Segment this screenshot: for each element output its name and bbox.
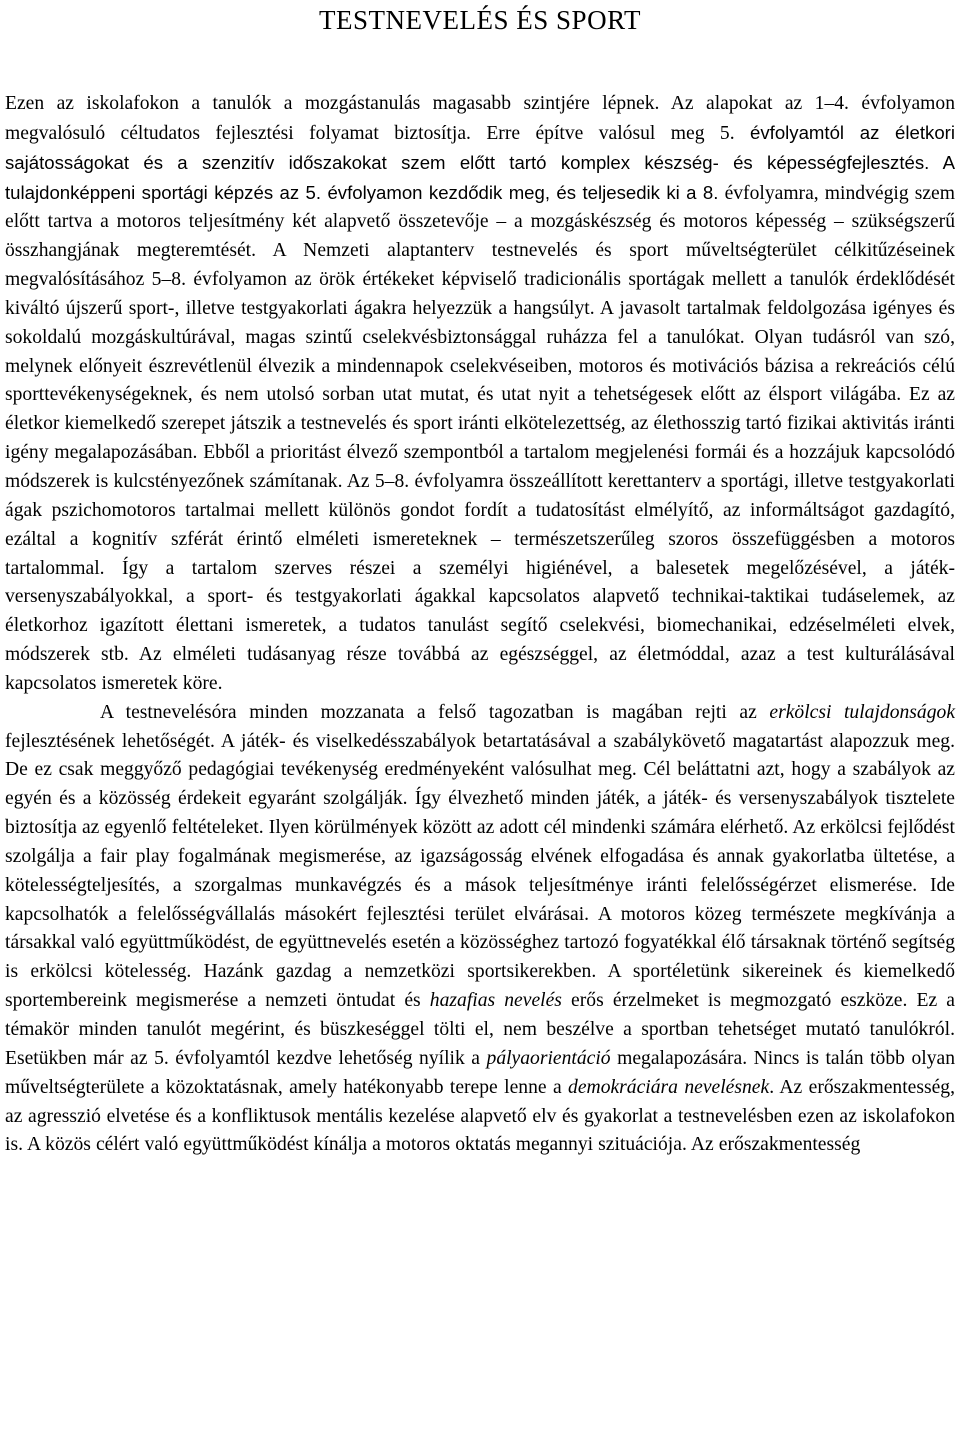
paragraph-moral-part-4: megalapozására. Nincs is talán több olyan műveltségterülete a közoktatásnak, amely hatékonyabb terepe lenne a bbox=[5, 1047, 955, 1098]
paragraph-moral-part-1: A testnevelésóra minden mozzanata a felső tagozatban is magában rejti az bbox=[100, 701, 770, 723]
emphasis-palyaorientacio: pályaorientáció bbox=[486, 1047, 611, 1069]
paragraph-moral-part-3: erős érzelmeket is megmozgató eszköze. Ez a témakör minden tanulót megérint, és büszkeséggel tölti el, nem beszélve a sportban tehetséget mutató tanulókról. Esetükben már az 5. évfolyamtól kezdve lehetőség nyílik a bbox=[5, 990, 955, 1069]
title-spacer bbox=[5, 42, 955, 90]
paragraph-intro bbox=[5, 90, 955, 699]
paragraph-moral-development bbox=[5, 699, 955, 1161]
paragraph-moral-part-2: fejlesztésének lehetőségét. A játék- és viselkedésszabályok betartatásával a szabálykövető magatartást alapozzuk meg. De ez csak meggyőző pedagógiai tevékenység eredményeként valósulhat meg. Cél beláttatni azt, hogy a szabályok az egyén és a közösség érdekeit egyaránt szolgálják. Így élvezhető minden játék, a játék- és versenyszabályok tisztelete biztosítja az egyenlő feltételeket. Ilyen körülmények között az adott cél mindenki számára elérhető. Az erkölcsi fejlődést szolgálja a fair play fogalmának megismerése, az igazságosság elvének elfogadása és annak gyakorlatba ültetése, a kötelességteljesítés, a szorgalmas munkavégzés és a mások teljesítménye iránti felelősségérzet elismerése. Ide kapcsolhatók a felelősségvállalás másokért fejlesztési terület elvárásai. A motoros közeg természete megkívánja a társakkal való együttműködést, de együttnevelés esetén a közösséghez tartozó fogyatékkal élő társaknak történő segítség is erkölcsi kötelesség. Hazánk gazdag a nemzetközi sportsikerekben. A sportéletünk sikereinek és kiemelkedő sportembereink megismerése a nemzeti öntudat és bbox=[5, 730, 955, 1012]
paragraph-intro-part-1: Ezen az iskolafokon a tanulók a mozgástanulás magasabb szintjére lépnek. Az alapokat az 1–4. évfolyamon megvalósuló céltudatos fejlesztési folyamat biztosítja. Erre építve valósul meg 5. bbox=[5, 93, 955, 144]
paragraph-intro-part-3: évfolyamra, mindvégig szem előtt tartva a motoros teljesítmény két alapvető összetevője – a mozgáskészség és motoros képesség – szükségszerű összhangjának megteremtését. A Nemzeti alaptanterv testnevelés és sport műveltségterület célkitűzéseinek megvalósításához 5–8. évfolyamon az örök értékeket képviselő tradicionális sportágak mellett a tanulók érdeklődését kiváltó újszerű sport-, illetve testgyakorlati ágakra helyezzük a hangsúlyt. A javasolt tartalmak feldolgozása igényes és sokoldalú mozgáskultúrával, magas szintű cselekvésbiztonsággal ruházza fel a tanulókat. Olyan tudásról van szó, melynek előnyeit észrevétlenül élvezik a mindennapok cselekvéseiben, motoros és motivációs bázisa a rekreációs célú sporttevékenységeknek, és nem utolsó sorban utat mutat, és utat nyit a tehetségesek előtt az élsport világába. Ez az életkor kiemelkedő szerepet játszik a testnevelés és sport iránti elkötelezettség, az élethosszig tartó fizikai aktivitás iránti igény megalapozásában. Ebből a prioritást élvező szempontból a tartalom megjelenési formái és a hozzájuk kapcsolódó módszerek is kulcstényezőnek számítanak. Az 5–8. évfolyamra összeállított kerettanterv a sportági, illetve testgyakorlati ágak pszichomotoros tartalmai mellett különös gondot fordít a tudatosítást elmélyítő, az informáltságot gazdagító, ezáltal a kognitív szférát érintő elméleti ismereteknek – természetszerűleg szoros összefüggésben a motoros tartalommal. Így a tartalom szerves részei a személyi higiénével, a balesetek megelőzésével, a játék-versenyszabályokkal, a sport- és testgyakorlati ágakkal kapcsolatos alapvető technikai-taktikai tudáselemek, az életkorhoz igazított élettani ismeretek, a tudatos tanulást segítő cselekvési, biomechanikai, edzéselméleti elvek, módszerek stb. Az elméleti tudásanyag része továbbá az egészséggel, az életmóddal, azaz a test kulturálásával kapcsolatos ismeretek köre. bbox=[5, 182, 955, 694]
document-title: TESTNEVELÉS ÉS SPORT bbox=[319, 5, 641, 35]
paragraph-moral-part-5: . Az erőszakmentesség, az agresszió elvetése és a konfliktusok mentális kezelése alapvető elv és gyakorlat a testnevelésben ezen az iskolafokon is. A közös célért való együttműködést kínálja a motoros oktatás megannyi szituációja. Az erőszakmentesség bbox=[5, 1076, 955, 1156]
emphasis-demokraciara-neveles: demokráciára nevelésnek bbox=[568, 1076, 770, 1098]
emphasis-erkolcsi-tulajdonsagok: erkölcsi tulajdonságok bbox=[769, 701, 956, 723]
paragraph-intro-part-2-sans: évfolyamtól az életkori sajátosságokat és a szenzitív időszakokat szem előtt tartó komplex készség- és képességfejlesztés. A tulajdonképpeni sportági képzés az 5. évfolyamon kezdődik meg, és teljesedik ki a 8. bbox=[5, 121, 955, 203]
emphasis-hazafias-neveles: hazafias nevelés bbox=[429, 990, 562, 1012]
document-page bbox=[5, 0, 955, 1160]
